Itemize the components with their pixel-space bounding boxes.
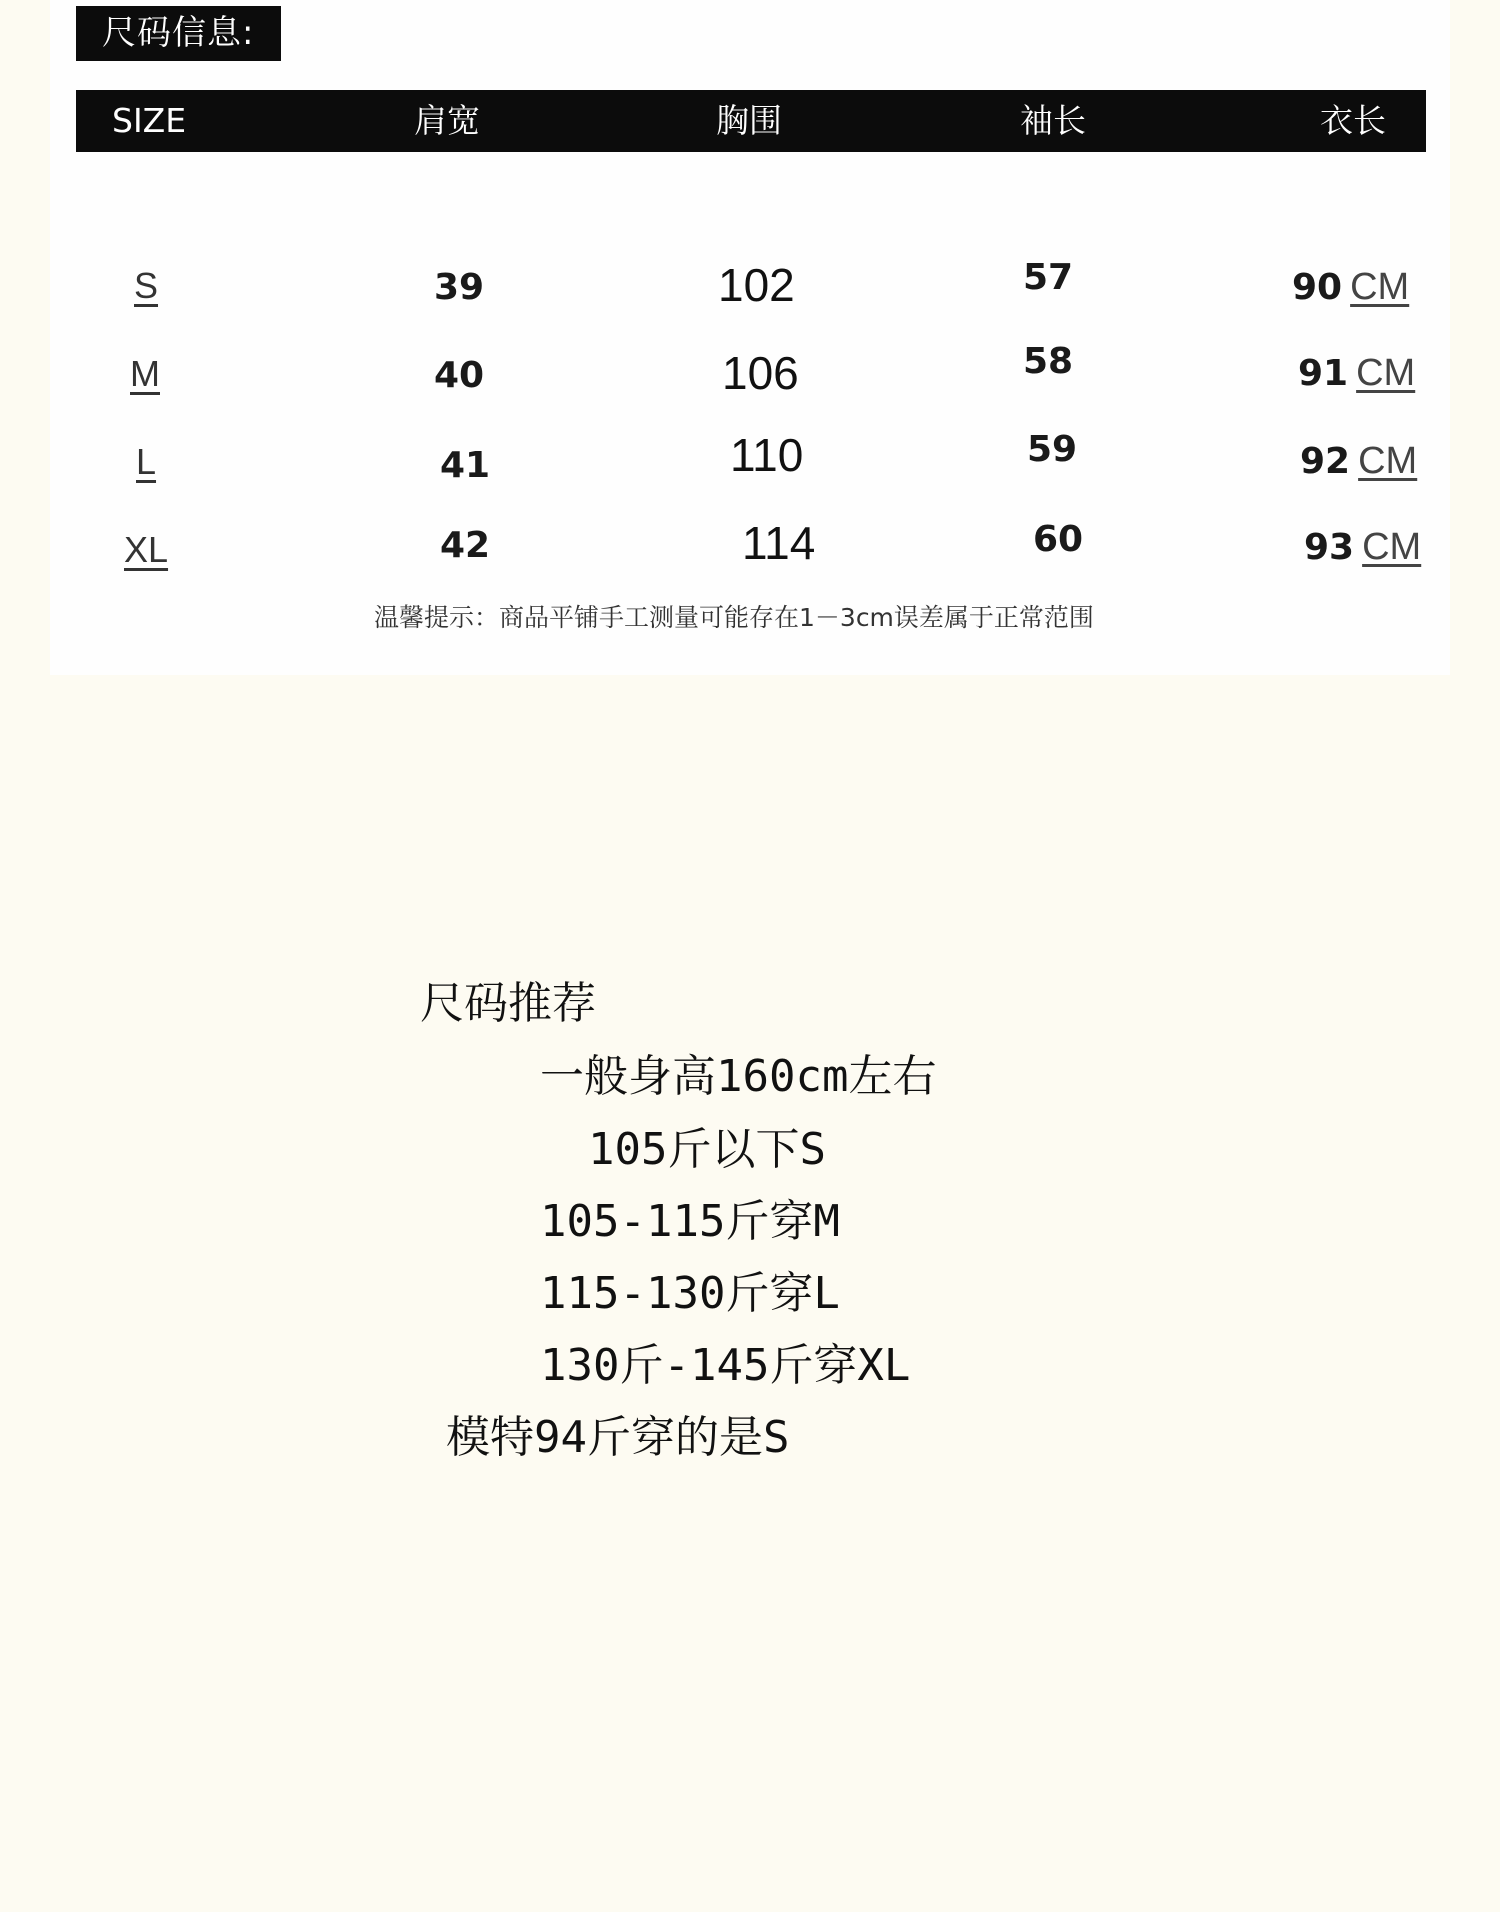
length-number: 90 — [1292, 267, 1343, 308]
length-number: 91 — [1298, 353, 1349, 394]
shoulder-value: 40 — [434, 355, 485, 396]
header-chest: 胸围 — [716, 101, 782, 140]
header-shoulder: 肩宽 — [414, 101, 480, 140]
unit-label: CM — [1358, 440, 1418, 482]
length-value — [1304, 528, 1421, 566]
recommendation-line: 130斤-145斤穿XL — [540, 1340, 911, 1391]
recommendation-title: 尺码推荐 — [420, 978, 596, 1029]
header-size: SIZE — [112, 101, 187, 140]
size-label: XL — [124, 529, 169, 570]
chest-value: 102 — [718, 259, 795, 311]
recommendation-line: 一般身高160cm左右 — [540, 1051, 937, 1102]
measurement-note: 温馨提示：商品平铺手工测量可能存在1－3cm误差属于正常范围 — [374, 603, 1094, 632]
shoulder-value: 39 — [434, 267, 485, 308]
size-table-header — [76, 90, 1426, 152]
size-info-title: 尺码信息: — [76, 6, 281, 61]
unit-label: CM — [1356, 352, 1416, 394]
header-sleeve: 袖长 — [1020, 101, 1086, 140]
sleeve-value: 58 — [1023, 341, 1074, 382]
sleeve-value: 57 — [1023, 257, 1074, 298]
length-value — [1292, 268, 1409, 306]
chest-value: 110 — [730, 429, 804, 481]
header-length: 衣长 — [1320, 101, 1386, 140]
recommendation-line: 105-115斤穿M — [540, 1196, 840, 1247]
model-size-note: 模特94斤穿的是S — [446, 1412, 790, 1463]
size-label: S — [134, 265, 159, 306]
recommendation-line: 105斤以下S — [588, 1124, 826, 1175]
sleeve-value: 60 — [1033, 519, 1084, 560]
chest-value: 114 — [742, 517, 816, 569]
sleeve-value: 59 — [1027, 429, 1078, 470]
recommendation-line: 115-130斤穿L — [540, 1268, 840, 1319]
size-label: M — [130, 353, 160, 394]
length-value — [1300, 442, 1417, 480]
length-value — [1298, 354, 1415, 392]
length-number: 93 — [1304, 527, 1355, 568]
shoulder-value: 42 — [440, 525, 491, 566]
unit-label: CM — [1350, 266, 1410, 308]
length-number: 92 — [1300, 441, 1351, 482]
unit-label: CM — [1362, 526, 1422, 568]
size-label: L — [136, 441, 157, 482]
chest-value: 106 — [722, 347, 799, 399]
shoulder-value: 41 — [440, 445, 491, 486]
